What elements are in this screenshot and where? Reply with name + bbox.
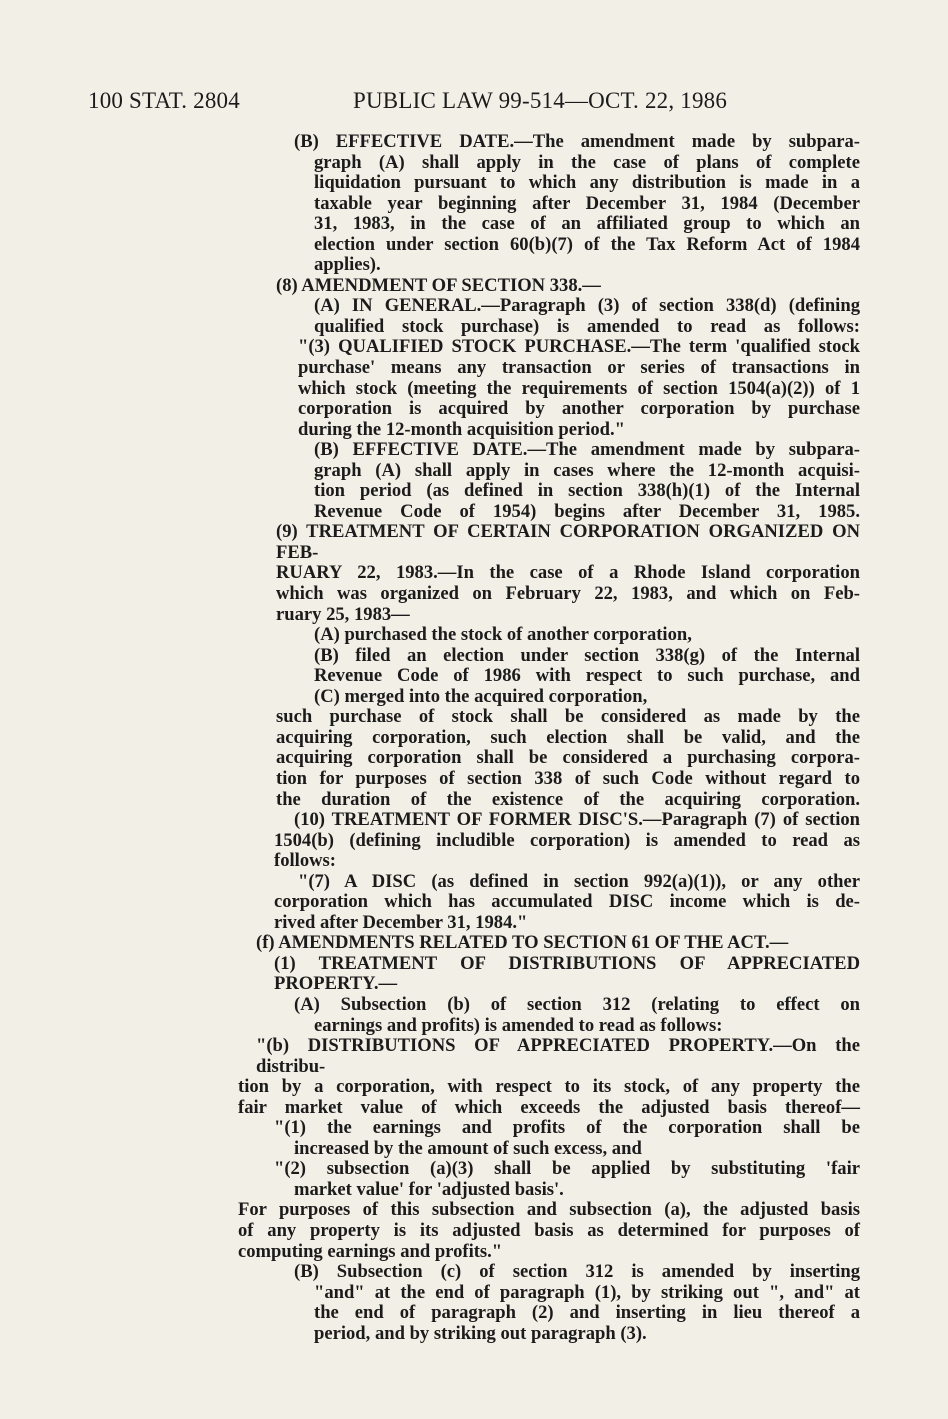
- text-line: "(1) the earnings and profits of the corporation shall be: [274, 1117, 860, 1139]
- text-line: of any property is its adjusted basis as determined for purposes of: [238, 1219, 860, 1241]
- text-line: purchase' means any transaction or series of transactions in: [298, 357, 860, 379]
- text-line: "(3) QUALIFIED STOCK PURCHASE.—The term 'qualified stock: [298, 336, 860, 358]
- text-line: applies).: [314, 254, 381, 276]
- text-line: election under section 60(b)(7) of the Tax Reform Act of 1984: [314, 233, 860, 255]
- text-line: acquiring corporation shall be considered a purchasing corpora-: [276, 747, 860, 769]
- text-line: market value' for 'adjusted basis'.: [294, 1178, 564, 1200]
- text-line: RUARY 22, 1983.—In the case of a Rhode Island corporation: [276, 562, 860, 584]
- text-line: (B) EFFECTIVE DATE.—The amendment made by subpara-: [294, 131, 860, 152]
- text-line: corporation is acquired by another corporation by purchase: [298, 398, 860, 420]
- text-line: (A) Subsection (b) of section 312 (relating to effect on: [294, 993, 860, 1015]
- text-line: liquidation pursuant to which any distribution is made in a: [314, 172, 860, 194]
- text-line: tion for purposes of section 338 of such Code without regard to: [276, 767, 860, 789]
- text-line: which was organized on February 22, 1983, and which on Feb-: [276, 583, 860, 605]
- law-title: PUBLIC LAW 99-514—OCT. 22, 1986: [353, 88, 728, 113]
- text-line: 1504(b) (defining includible corporation) is amended to read as: [274, 829, 860, 851]
- text-line: 31, 1983, in the case of an affiliated group to which an: [314, 213, 860, 235]
- text-line: graph (A) shall apply in cases where the 12-month acquisi-: [314, 459, 860, 481]
- text-line: tion by a corporation, with respect to its stock, of any property the: [238, 1076, 860, 1098]
- text-line: fair market value of which exceeds the adjusted basis thereof—: [238, 1096, 860, 1118]
- text-line: (A) purchased the stock of another corporation,: [314, 624, 692, 646]
- text-line: (B) EFFECTIVE DATE.—The amendment made by subpara-: [314, 439, 860, 461]
- document-body: [238, 132, 860, 1344]
- text-line: computing earnings and profits.": [238, 1240, 503, 1262]
- text-line: tion period (as defined in section 338(h)(1) of the Internal: [314, 480, 860, 502]
- text-line: which stock (meeting the requirements of section 1504(a)(2)) of 1: [298, 377, 860, 399]
- text-line: "(b) DISTRIBUTIONS OF APPRECIATED PROPERTY.—On the distribu-: [256, 1035, 860, 1077]
- text-line: such purchase of stock shall be considered as made by the: [276, 706, 860, 728]
- text-line: (10) TREATMENT OF FORMER DISC'S.—Paragraph (7) of section: [294, 809, 860, 831]
- text-line: "(7) A DISC (as defined in section 992(a)(1)), or any other: [298, 870, 860, 892]
- text-line: increased by the amount of such excess, and: [294, 1137, 642, 1159]
- text-line: period, and by striking out paragraph (3).: [314, 1322, 647, 1344]
- text-line: (1) TREATMENT OF DISTRIBUTIONS OF APPRECIATED PROPERTY.—: [274, 952, 860, 995]
- text-line: corporation which has accumulated DISC income which is de-: [274, 891, 860, 913]
- text-line: taxable year beginning after December 31, 1984 (December: [314, 192, 860, 214]
- text-line: Revenue Code of 1986 with respect to such purchase, and: [314, 665, 860, 687]
- text-line: (B) filed an election under section 338(g) of the Internal: [314, 644, 860, 666]
- text-line: ruary 25, 1983—: [276, 603, 410, 625]
- text-line: follows:: [274, 850, 336, 872]
- text-line: (8) AMENDMENT OF SECTION 338.—: [276, 274, 601, 296]
- text-line: (A) IN GENERAL.—Paragraph (3) of section 338(d) (defining: [314, 295, 860, 317]
- text-line: For purposes of this subsection and subsection (a), the adjusted basis: [238, 1199, 860, 1221]
- text-line: "and" at the end of paragraph (1), by striking out ", and" at: [314, 1281, 860, 1303]
- stat-page-number: 100 STAT. 2804: [88, 88, 240, 113]
- text-line: qualified stock purchase) is amended to read as follows:: [314, 315, 860, 337]
- text-line: the duration of the existence of the acquiring corporation.: [276, 788, 860, 810]
- text-line: "(2) subsection (a)(3) shall be applied by substituting 'fair: [274, 1158, 860, 1180]
- text-line: (f) AMENDMENTS RELATED TO SECTION 61 OF THE ACT.—: [256, 932, 789, 954]
- text-line: (9) TREATMENT OF CERTAIN CORPORATION ORGANIZED ON FEB-: [276, 521, 860, 563]
- text-line: graph (A) shall apply in the case of plans of complete: [314, 151, 860, 173]
- text-line: (C) merged into the acquired corporation,: [314, 685, 648, 707]
- text-line: during the 12-month acquisition period.": [298, 418, 625, 440]
- text-line: the end of paragraph (2) and inserting in lieu thereof a: [314, 1302, 860, 1324]
- text-line: acquiring corporation, such election shall be valid, and the: [276, 726, 860, 748]
- text-line: rived after December 31, 1984.": [274, 911, 528, 933]
- text-line: (B) Subsection (c) of section 312 is amended by inserting: [294, 1261, 860, 1283]
- text-line: earnings and profits) is amended to read as follows:: [314, 1014, 723, 1036]
- text-line: Revenue Code of 1954) begins after December 31, 1985.: [314, 500, 860, 522]
